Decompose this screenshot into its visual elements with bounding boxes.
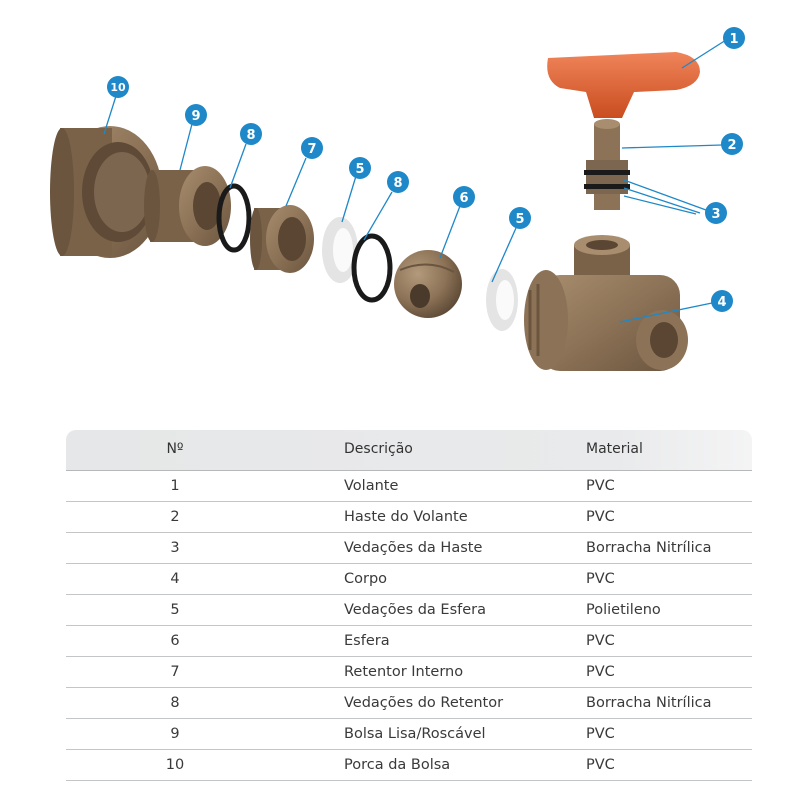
table-row [66,688,752,719]
row-description: Vedações da Esfera [344,602,487,618]
row-description: Vedações do Retentor [344,695,504,711]
svg-text:9: 9 [191,109,201,124]
callout-10 [107,76,129,98]
row-number: 10 [165,757,185,773]
table-row [66,750,752,781]
svg-text:4: 4 [717,295,727,310]
row-material: PVC [586,664,615,680]
svg-text:6: 6 [459,191,469,206]
table-row [66,502,752,533]
table-row [66,533,752,564]
svg-text:2: 2 [727,138,737,153]
row-description: Porca da Bolsa [344,757,451,773]
row-description: Volante [344,478,399,494]
svg-text:1: 1 [729,32,739,47]
row-number: 1 [170,478,180,494]
part-8-oring-b [354,236,390,300]
table-row [66,626,752,657]
svg-text:8: 8 [246,128,256,143]
table-row [66,657,752,688]
callout-1 [723,27,745,49]
row-material: Borracha Nitrílica [586,695,712,711]
part-5-seal-b [486,269,518,331]
table-row [66,719,752,750]
row-description: Esfera [344,633,390,649]
row-description: Corpo [344,571,388,587]
header-no: Nº [166,441,184,457]
table-header [66,430,752,471]
table-body [66,471,752,781]
row-material: PVC [586,633,615,649]
callout-3 [705,202,727,224]
svg-text:8: 8 [393,176,403,191]
row-description: Haste do Volante [344,509,468,525]
svg-text:10: 10 [110,81,126,94]
callout-8a [240,123,262,145]
callout-4 [711,290,733,312]
row-material: PVC [586,509,615,525]
callout-6 [453,186,475,208]
row-material: PVC [586,478,615,494]
row-number: 4 [170,571,180,587]
part-4-body [524,235,688,371]
table-row [66,564,752,595]
callout-5a [349,157,371,179]
svg-text:5: 5 [355,162,365,177]
part-1-handle [547,52,700,118]
row-number: 5 [170,602,180,618]
row-description: Bolsa Lisa/Roscável [344,726,486,742]
table-row [66,595,752,626]
row-material: Borracha Nitrílica [586,540,712,556]
svg-text:5: 5 [515,212,525,227]
row-number: 2 [170,509,180,525]
row-number: 9 [170,726,180,742]
row-material: PVC [586,571,615,587]
row-number: 8 [170,695,180,711]
row-material: Polietileno [586,602,661,618]
callout-7 [301,137,323,159]
part-6-ball [394,250,462,318]
callout-9 [185,104,207,126]
callout-5b [509,207,531,229]
table-row [66,471,752,502]
row-number: 6 [170,633,180,649]
row-material: PVC [586,757,615,773]
row-description: Retentor Interno [344,664,464,680]
header-material: Material [586,441,643,457]
parts-table [66,430,752,781]
part-7-retainer [250,205,314,273]
svg-text:3: 3 [711,207,721,222]
row-number: 7 [170,664,180,680]
row-number: 3 [170,540,180,556]
callout-2 [721,133,743,155]
svg-text:7: 7 [307,142,317,157]
row-material: PVC [586,726,615,742]
part-2-stem [586,119,628,210]
callout-8b [387,171,409,193]
row-description: Vedações da Haste [344,540,483,556]
header-description: Descrição [344,441,413,457]
